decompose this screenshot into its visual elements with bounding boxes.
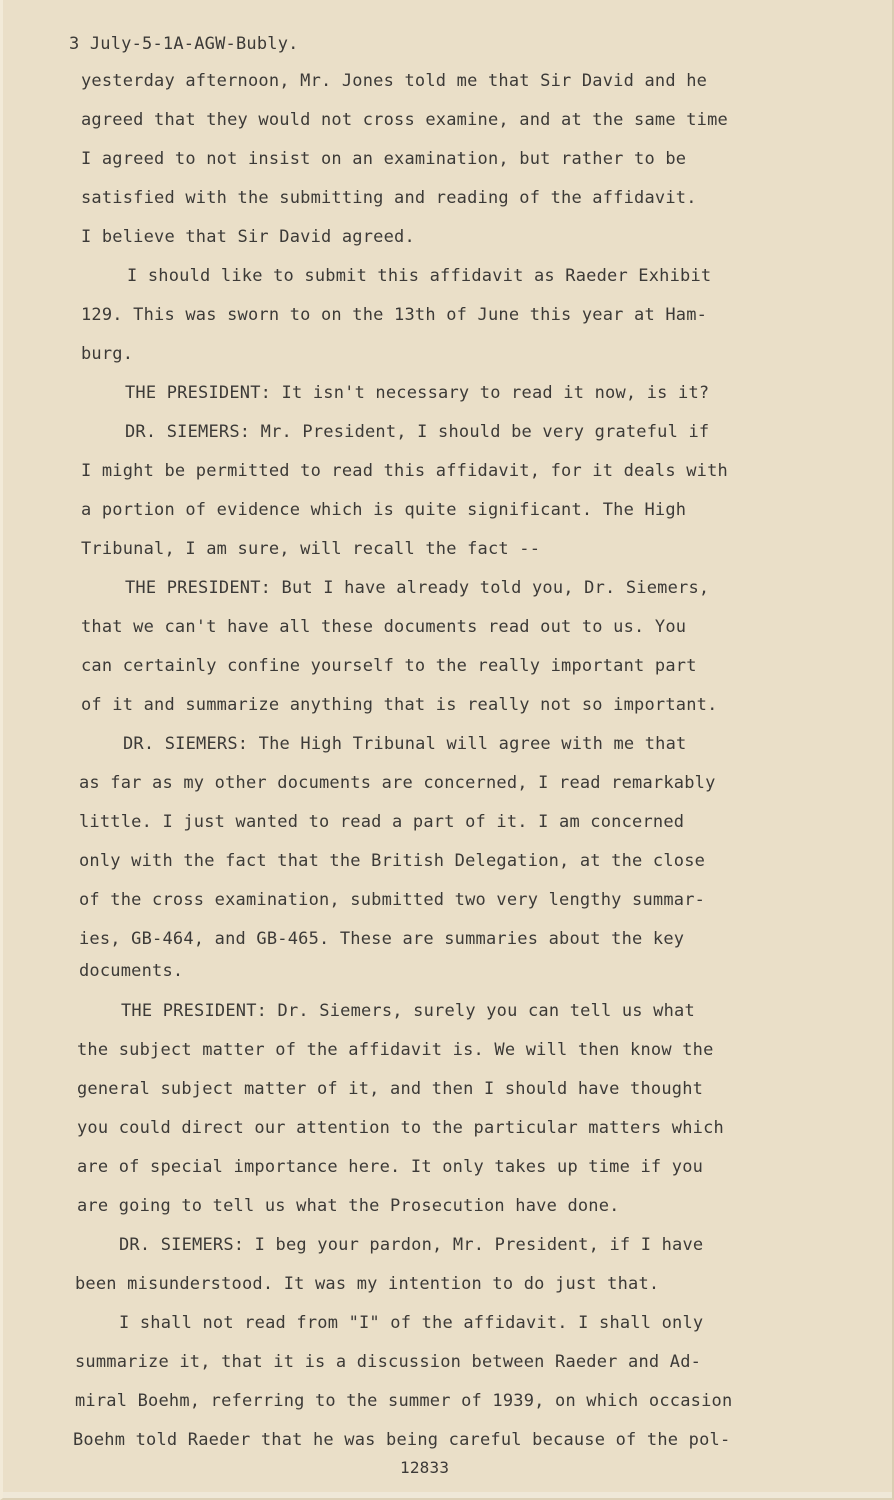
text-line-19: as far as my other documents are concerned, I read remarkably (79, 773, 716, 793)
page-header: 3 July-5-1A-AGW-Bubly. (69, 34, 299, 54)
text-line-28: you could direct our attention to the particular matters which (77, 1118, 724, 1138)
text-line-5: I believe that Sir David agreed. (81, 227, 415, 247)
text-line-29: are of special importance here. It only takes up time if you (77, 1157, 704, 1177)
text-line-20: little. I just wanted to read a part of it. I am concerned (79, 812, 685, 832)
text-line-30: are going to tell us what the Prosecution have done. (77, 1196, 620, 1216)
text-line-14: THE PRESIDENT: But I have already told you, Dr. Siemers, (125, 578, 710, 598)
text-line-2: agreed that they would not cross examine, and at the same time (81, 110, 728, 130)
text-line-27: general subject matter of it, and then I should have thought (77, 1079, 704, 1099)
text-line-10: DR. SIEMERS: Mr. President, I should be very grateful if (125, 422, 710, 442)
text-line-24: documents. (79, 961, 184, 981)
text-line-8: burg. (81, 344, 134, 364)
text-line-31: DR. SIEMERS: I beg your pardon, Mr. President, if I have (119, 1235, 704, 1255)
text-line-7: 129. This was sworn to on the 13th of June this year at Ham- (81, 305, 708, 325)
text-line-9: THE PRESIDENT: It isn't necessary to read it now, is it? (125, 383, 710, 403)
text-line-11: I might be permitted to read this affidavit, for it deals with (81, 461, 728, 481)
text-line-35: miral Boehm, referring to the summer of 1939, on which occasion (75, 1391, 733, 1411)
text-line-23: ies, GB-464, and GB-465. These are summaries about the key (79, 929, 685, 949)
text-line-36: Boehm told Raeder that he was being careful because of the pol- (73, 1430, 731, 1450)
text-line-6: I should like to submit this affidavit as Raeder Exhibit (127, 266, 712, 286)
text-line-17: of it and summarize anything that is really not so important. (81, 695, 718, 715)
text-line-15: that we can't have all these documents read out to us. You (81, 617, 687, 637)
text-line-25: THE PRESIDENT: Dr. Siemers, surely you can tell us what (121, 1001, 695, 1021)
text-line-4: satisfied with the submitting and reading of the affidavit. (81, 188, 697, 208)
text-line-26: the subject matter of the affidavit is. We will then know the (77, 1040, 714, 1060)
text-line-32: been misunderstood. It was my intention to do just that. (75, 1274, 660, 1294)
text-line-21: only with the fact that the British Delegation, at the close (79, 851, 706, 871)
text-line-18: DR. SIEMERS: The High Tribunal will agree with me that (123, 734, 687, 754)
page-number: 12833 (400, 1458, 450, 1477)
text-line-13: Tribunal, I am sure, will recall the fact -- (81, 539, 541, 559)
text-line-34: summarize it, that it is a discussion between Raeder and Ad- (75, 1352, 702, 1372)
text-line-12: a portion of evidence which is quite significant. The High (81, 500, 687, 520)
text-line-16: can certainly confine yourself to the really important part (81, 656, 697, 676)
text-line-33: I shall not read from "I" of the affidavit. I shall only (119, 1313, 704, 1333)
text-line-22: of the cross examination, submitted two very lengthy summar- (79, 890, 706, 910)
text-line-3: I agreed to not insist on an examination, but rather to be (81, 149, 687, 169)
text-line-1: yesterday afternoon, Mr. Jones told me that Sir David and he (81, 71, 708, 91)
